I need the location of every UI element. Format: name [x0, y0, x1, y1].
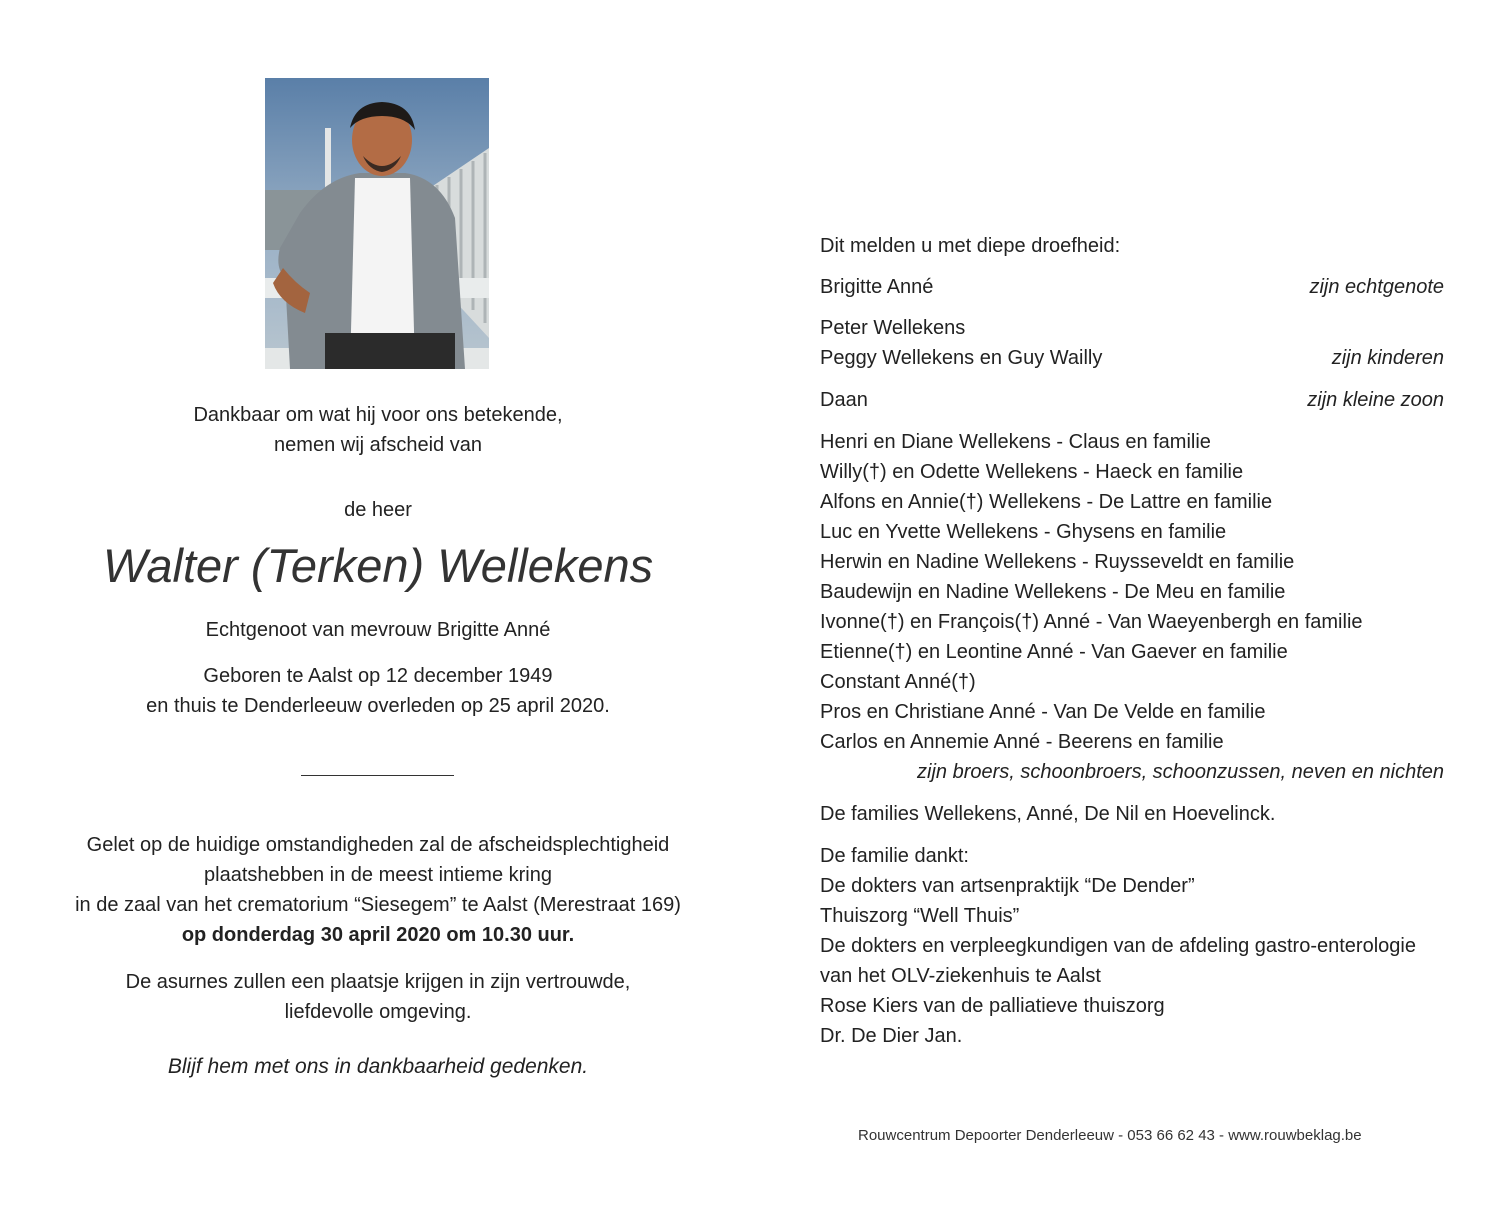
spouse-relation: zijn echtgenote	[1309, 276, 1444, 298]
birth-line: Geboren te Aalst op 12 december 1949	[203, 665, 553, 687]
ceremony-line: Gelet op de huidige omstandigheden zal de afscheidsplechtigheid	[86, 834, 670, 856]
grandson-name: Daan	[820, 389, 868, 411]
grandson-relation: zijn kleine zoon	[1307, 389, 1444, 411]
sibling-line: Ivonne(†) en François(†) Anné - Van Waeyenbergh en familie	[820, 611, 1363, 633]
sibling-line: Etienne(†) en Leontine Anné - Van Gaever en familie	[820, 641, 1288, 663]
ceremony-date: op donderdag 30 april 2020 om 10.30 uur.	[181, 924, 575, 946]
intro-text	[0, 400, 756, 460]
thanks-line: van het OLV-ziekenhuis te Aalst	[820, 965, 1101, 987]
ceremony-line: plaatshebben in de meest intieme kring	[204, 864, 552, 886]
sibling-line: Carlos en Annemie Anné - Beerens en familie	[820, 731, 1224, 753]
thanks-line: Rose Kiers van de palliatieve thuiszorg	[820, 995, 1165, 1017]
sibling-line: Constant Anné(†)	[820, 671, 976, 693]
thanks-block	[820, 841, 1444, 1051]
salutation: de heer	[344, 499, 412, 521]
children-block	[820, 313, 1444, 373]
ceremony-text	[0, 830, 756, 950]
deceased-name: Walter (Terken) Wellekens	[102, 539, 654, 592]
sibling-line: Baudewijn en Nadine Wellekens - De Meu en familie	[820, 581, 1286, 603]
sibling-line: Luc en Yvette Wellekens - Ghysens en familie	[820, 521, 1227, 543]
children-row	[820, 343, 1444, 373]
sibling-line: Pros en Christiane Anné - Van De Velde en familie	[820, 701, 1266, 723]
thanks-line: Thuiszorg “Well Thuis”	[820, 905, 1020, 927]
thanks-line: De dokters van artsenpraktijk “De Dender”	[820, 875, 1195, 897]
separator-line	[301, 775, 454, 776]
thanks-line: De dokters en verpleegkundigen van de afdeling gastro-enterologie	[820, 935, 1416, 957]
spouse-row	[820, 272, 1444, 302]
sibling-line: Henri en Diane Wellekens - Claus en familie	[820, 431, 1211, 453]
grandson-row	[820, 385, 1444, 415]
intro-line: Dankbaar om wat hij voor ons betekende,	[193, 404, 563, 426]
siblings-relation: zijn broers, schoonbroers, schoonzussen, neven en nichten	[917, 761, 1444, 783]
sibling-line: Herwin en Nadine Wellekens - Ruysseveldt en familie	[820, 551, 1295, 573]
thanks-line: De familie dankt:	[820, 845, 969, 867]
spouse-name: Brigitte Anné	[820, 276, 934, 298]
dates-text	[0, 661, 756, 721]
families-line: De families Wellekens, Anné, De Nil en Hoevelinck.	[820, 803, 1276, 825]
urns-text	[0, 967, 756, 1027]
spouse-line: Echtgenoot van mevrouw Brigitte Anné	[205, 619, 551, 641]
intro-line: nemen wij afscheid van	[274, 434, 482, 456]
death-line: en thuis te Denderleeuw overleden op 25 april 2020.	[146, 695, 610, 717]
thanks-line: Dr. De Dier Jan.	[820, 1025, 963, 1047]
portrait-photo	[265, 78, 489, 369]
sibling-line: Willy(†) en Odette Wellekens - Haeck en familie	[820, 461, 1244, 483]
ceremony-line: in de zaal van het crematorium “Siesegem” te Aalst (Merestraat 169)	[75, 894, 681, 916]
siblings-block	[820, 427, 1444, 787]
sibling-line: Alfons en Annie(†) Wellekens - De Lattre en familie	[820, 491, 1273, 513]
child-name: Peggy Wellekens en Guy Wailly	[820, 347, 1103, 369]
urns-line: De asurnes zullen een plaatsje krijgen in zijn vertrouwde,	[125, 971, 631, 993]
urns-line: liefdevolle omgeving.	[284, 1001, 472, 1023]
closing-text: Blijf hem met ons in dankbaarheid gedenken.	[167, 1055, 589, 1078]
funeral-home-footer: Rouwcentrum Depoorter Denderleeuw - 053 66 62 43 - www.rouwbeklag.be	[858, 1127, 1362, 1144]
child-name: Peter Wellekens	[820, 317, 966, 339]
children-relation: zijn kinderen	[1331, 347, 1444, 369]
announcement-intro: Dit melden u met diepe droefheid:	[820, 235, 1121, 257]
